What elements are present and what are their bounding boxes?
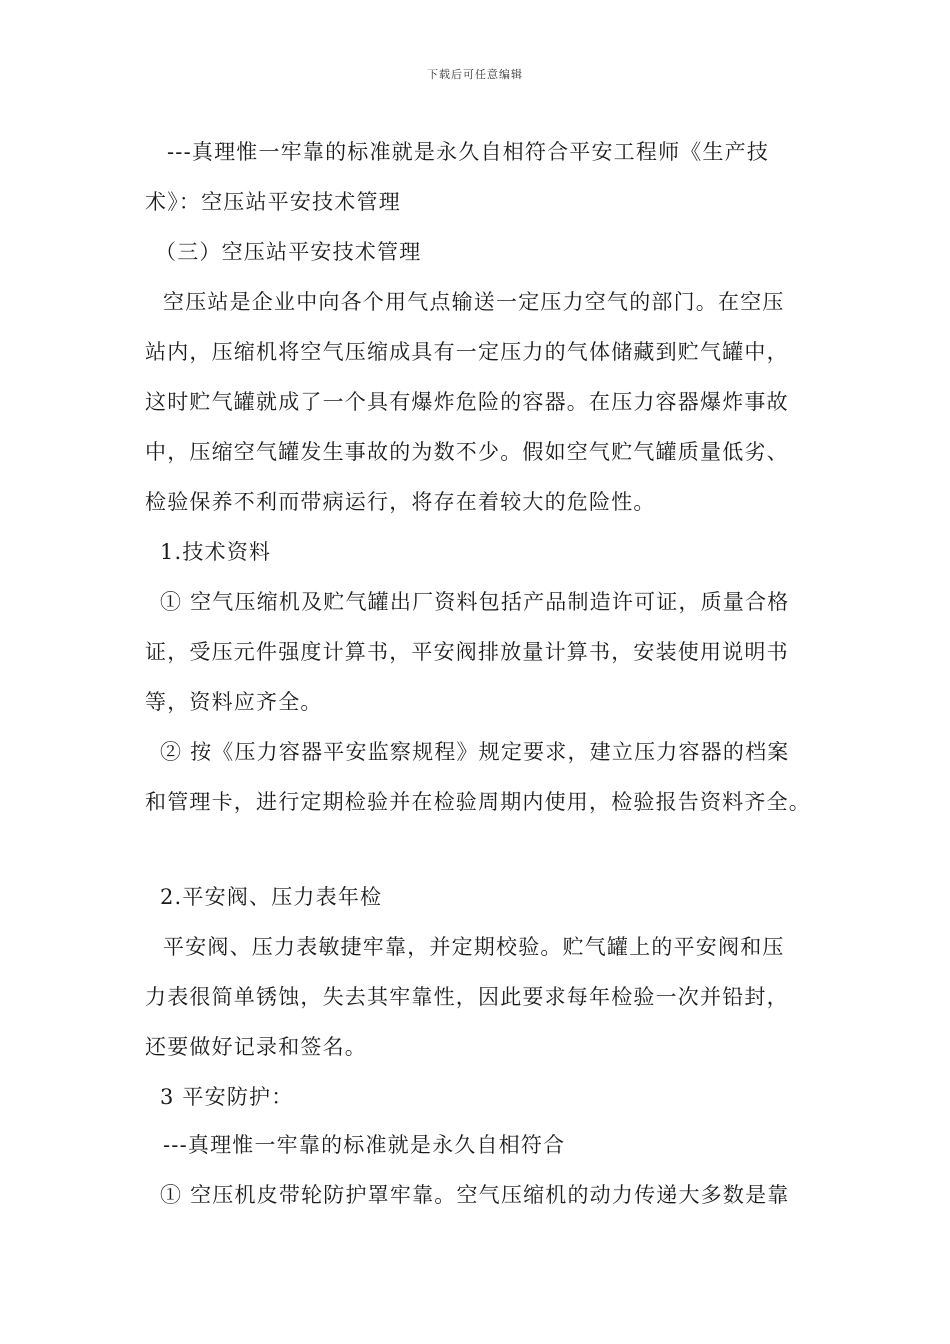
subheading-protection [160,1072,293,1122]
text-line: ① 空压机皮带轮防护罩牢靠。空气压缩机的动力传递大多数是靠 [160,1183,790,1207]
paragraph-valve [145,922,789,1072]
text-line: ① 空气压缩机及贮气罐出厂资料包括产品制造许可证，质量合格 [160,590,790,614]
text-line: 等，资料应齐全。 [145,690,323,714]
paragraph-item-2 [145,727,811,827]
text-line: 力表很简单锈蚀，失去其牢靠性，因此要求每年检验一次并铅封， [145,985,789,1009]
text-line: ---真理惟一牢靠的标准就是永久自相符合 [163,1133,566,1157]
text-line: 术》：空压站平安技术管理 [145,190,401,214]
text-line: 和管理卡，进行定期检验并在检验周期内使用，检验报告资料齐全。 [145,790,811,814]
text-line: 1.技术资料 [160,540,272,564]
text-line: （三）空压站平安技术管理 [155,240,422,264]
text-line: 证，受压元件强度计算书，平安阀排放量计算书，安装使用说明书 [145,640,789,664]
paragraph-intro [145,127,769,227]
subheading-tech-docs [160,527,271,577]
text-line: 站内，压缩机将空气压缩成具有一定压力的气体储藏到贮气罐中， [145,340,789,364]
paragraph-quote [163,1120,565,1170]
section-heading [155,227,421,277]
text-line: 检验保养不利而带病运行，将存在着较大的危险性。 [145,490,656,514]
paragraph-item-3 [160,1170,789,1220]
paragraph-description [145,277,789,527]
text-line: 这时贮气罐就成了一个具有爆炸危险的容器。在压力容器爆炸事故 [145,390,789,414]
paragraph-item-1 [145,577,789,727]
text-line: 中，压缩空气罐发生事故的为数不少。假如空气贮气罐质量低劣、 [145,440,789,464]
text-line: ---真理惟一牢靠的标准就是永久自相符合平安工程师《生产技 [167,140,770,164]
text-line: 还要做好记录和签名。 [145,1035,367,1059]
header-note: 下载后可任意编辑 [427,68,523,81]
subheading-safety-valve [160,872,382,922]
text-line: 3 平安防护： [160,1085,294,1109]
text-line: 空压站是企业中向各个用气点输送一定压力空气的部门。在空压 [163,290,785,314]
text-line: 平安阀、压力表敏捷牢靠，并定期校验。贮气罐上的平安阀和压 [163,935,785,959]
text-line: ② 按《压力容器平安监察规程》规定要求，建立压力容器的档案 [160,740,790,764]
text-line: 2.平安阀、压力表年检 [160,885,383,909]
